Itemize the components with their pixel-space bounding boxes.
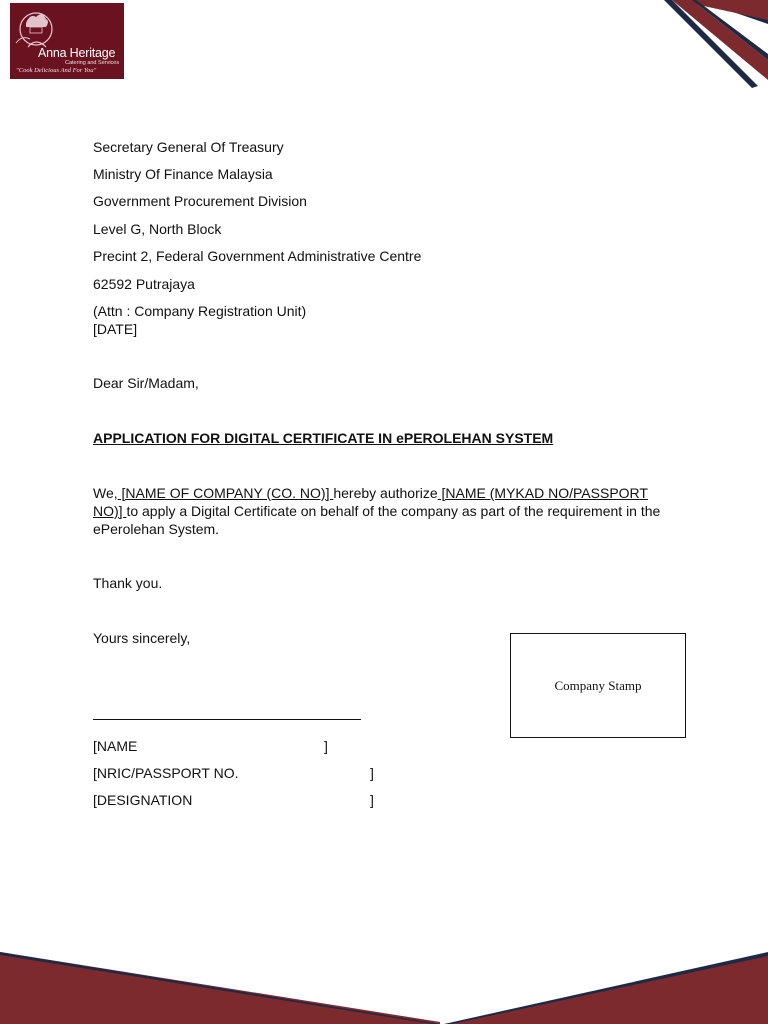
address-line: Precint 2, Federal Government Administrative Centre [93,248,422,264]
company-logo [10,3,124,79]
logo-tagline: "Cook Delicious And For You" [16,67,97,74]
address-line: 62592 Putrajaya [93,276,195,292]
close-bracket: ] [370,765,374,781]
subject-heading: APPLICATION FOR DIGITAL CERTIFICATE IN ePEROLEHAN SYSTEM [93,430,554,446]
date-placeholder: [DATE] [93,321,138,337]
corner-decoration [658,0,768,90]
body-rest: to apply a Digital Certificate on behalf of the company as part of the requirement in the ePerolehan System. [93,503,661,537]
signature-nric: [NRIC/PASSPORT NO. [93,765,239,781]
signature-designation: [DESIGNATION [93,792,193,808]
company-stamp-label: Company Stamp [554,677,642,693]
closing-text: Yours sincerely, [93,630,191,646]
address-line: Secretary General Of Treasury [93,139,284,155]
attention-line: (Attn : Company Registration Unit) [93,303,307,319]
salutation: Dear Sir/Madam, [93,375,199,391]
logo-brand-text: Anna Heritage [38,46,116,60]
thanks-text: Thank you. [93,575,163,591]
footer-decoration [0,952,768,1024]
body-we: We, [93,485,118,501]
address-line: Ministry Of Finance Malaysia [93,166,273,182]
signature-name: [NAME [93,738,138,754]
body-authorize: hereby authorize [333,485,438,501]
body-paragraph [93,484,675,538]
logo-subtitle: Catering and Services [65,60,120,66]
address-line: Level G, North Block [93,221,222,237]
signature-line [93,719,361,720]
company-stamp-box [510,633,686,738]
close-bracket: ] [324,738,328,754]
address-line: Government Procurement Division [93,193,307,209]
person-name-placeholder: [NAME (MYKAD NO/PASSPORT NO)] [93,485,648,519]
company-name-placeholder: [NAME OF COMPANY (CO. NO)] [117,485,334,501]
close-bracket: ] [370,792,374,808]
